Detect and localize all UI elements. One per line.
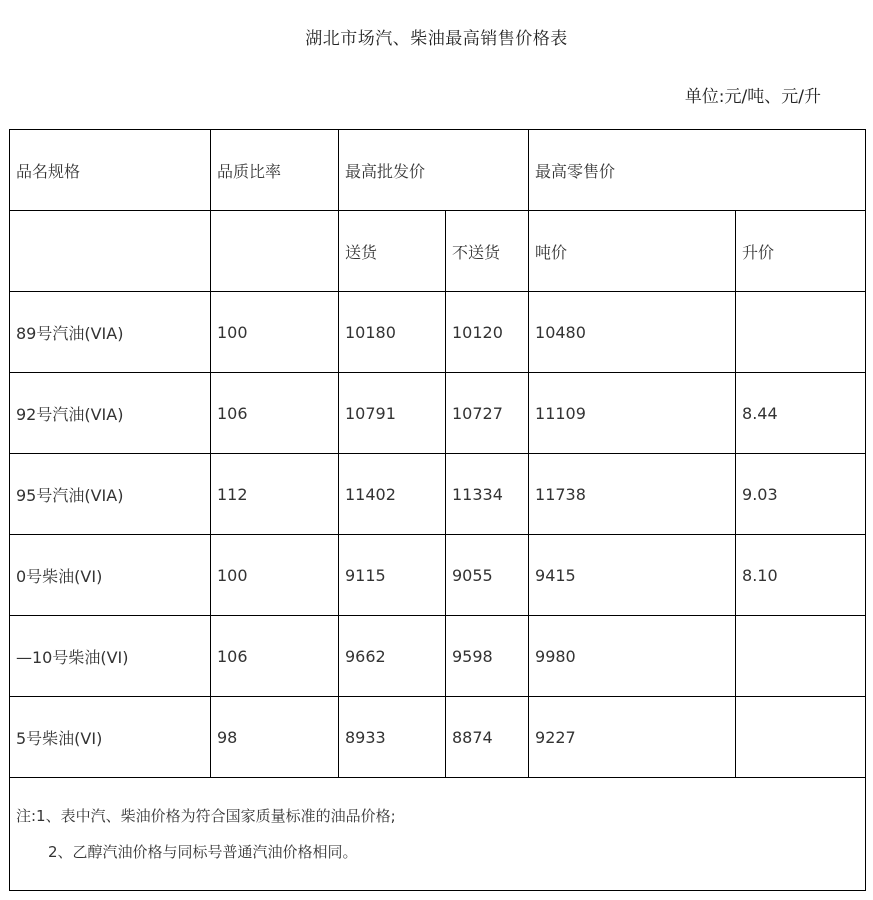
header-row-1 [10, 130, 866, 211]
note-line-1: 注:1、表中汽、柴油价格为符合国家质量标准的油品价格; [16, 807, 396, 825]
cell-per-ton: 9227 [529, 697, 736, 778]
cell-ratio: 106 [211, 616, 339, 697]
table-row [10, 292, 866, 373]
cell-no-delivery: 8874 [446, 697, 529, 778]
cell-per-ton: 10480 [529, 292, 736, 373]
notes-row [10, 778, 866, 891]
table-row [10, 454, 866, 535]
price-table [9, 129, 866, 891]
note-line-2: 2、乙醇汽油价格与同标号普通汽油价格相同。 [48, 843, 358, 861]
cell-name: 0号柴油(VI) [10, 535, 211, 616]
cell-delivery: 10180 [339, 292, 446, 373]
cell-name: 89号汽油(VIA) [10, 292, 211, 373]
cell-per-liter [736, 292, 866, 373]
table-row [10, 373, 866, 454]
header-per-liter: 升价 [736, 211, 866, 292]
unit-label: 单位:元/吨、元/升 [684, 87, 821, 107]
notes-cell [10, 778, 866, 891]
cell-no-delivery: 10120 [446, 292, 529, 373]
cell-per-ton: 9415 [529, 535, 736, 616]
cell-per-liter [736, 697, 866, 778]
cell-name: 95号汽油(VIA) [10, 454, 211, 535]
table-row [10, 535, 866, 616]
cell-no-delivery: 9598 [446, 616, 529, 697]
cell-no-delivery: 11334 [446, 454, 529, 535]
header-wholesale: 最高批发价 [339, 130, 529, 211]
header-no-delivery: 不送货 [446, 211, 529, 292]
cell-name: 5号柴油(VI) [10, 697, 211, 778]
cell-delivery: 10791 [339, 373, 446, 454]
page-title: 湖北市场汽、柴油最高销售价格表 [305, 29, 568, 49]
header-name: 品名规格 [10, 130, 211, 211]
cell-delivery: 9115 [339, 535, 446, 616]
cell-per-ton: 11738 [529, 454, 736, 535]
cell-per-liter: 8.10 [736, 535, 866, 616]
cell-per-ton: 11109 [529, 373, 736, 454]
cell-ratio: 100 [211, 535, 339, 616]
header-empty-name [10, 211, 211, 292]
header-empty-ratio [211, 211, 339, 292]
cell-ratio: 98 [211, 697, 339, 778]
cell-delivery: 8933 [339, 697, 446, 778]
cell-ratio: 106 [211, 373, 339, 454]
cell-no-delivery: 9055 [446, 535, 529, 616]
header-delivery: 送货 [339, 211, 446, 292]
cell-per-liter [736, 616, 866, 697]
cell-ratio: 100 [211, 292, 339, 373]
cell-name: 92号汽油(VIA) [10, 373, 211, 454]
cell-per-liter: 8.44 [736, 373, 866, 454]
header-per-ton: 吨价 [529, 211, 736, 292]
cell-name: —10号柴油(VI) [10, 616, 211, 697]
cell-delivery: 9662 [339, 616, 446, 697]
table-row [10, 616, 866, 697]
cell-per-liter: 9.03 [736, 454, 866, 535]
cell-no-delivery: 10727 [446, 373, 529, 454]
header-ratio: 品质比率 [211, 130, 339, 211]
cell-delivery: 11402 [339, 454, 446, 535]
cell-per-ton: 9980 [529, 616, 736, 697]
header-row-2 [10, 211, 866, 292]
cell-ratio: 112 [211, 454, 339, 535]
header-retail: 最高零售价 [529, 130, 866, 211]
table-row [10, 697, 866, 778]
